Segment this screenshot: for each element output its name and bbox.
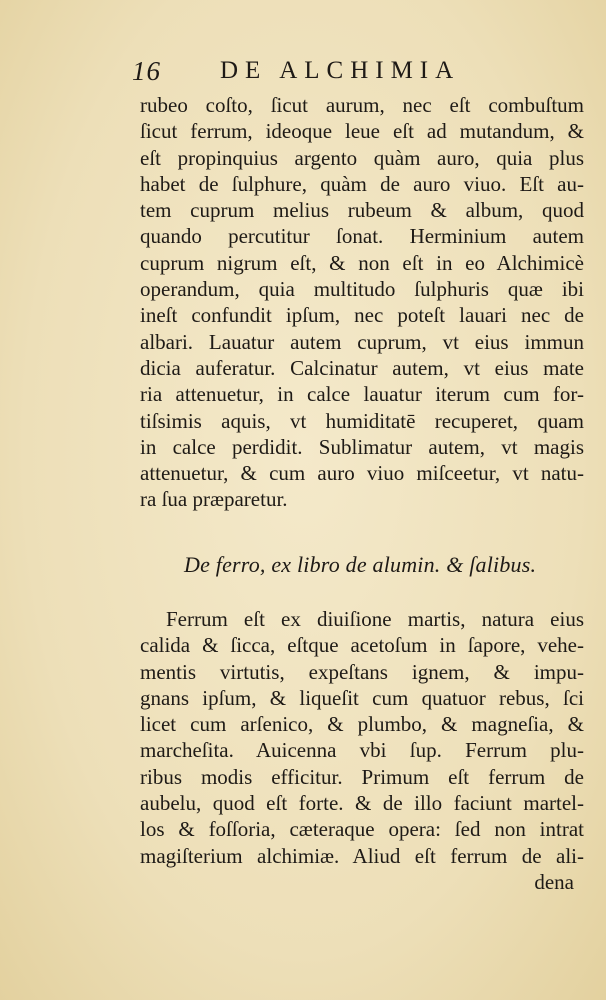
text-line: ra ſua præparetur. xyxy=(140,487,288,512)
text-line: aubelu, quod eſt forte. & de illo faciunt martel- xyxy=(140,791,584,816)
text-line: tiſsimis aquis, vt humiditatē recuperet, quam xyxy=(140,408,584,433)
paragraph-iron xyxy=(140,606,584,895)
text-line: mentis virtutis, expeſtans ignem, & impu- xyxy=(140,659,584,684)
text-line: calida & ſicca, eſtque acetoſum in ſapore, vehe- xyxy=(140,633,584,658)
text-line: in calce perdidit. Sublimatur autem, vt magis xyxy=(140,434,584,459)
text-line: albari. Lauatur autem cuprum, vt eius immun xyxy=(140,329,584,354)
text-line: ineſt confundit ipſum, nec poteſt lauari nec de xyxy=(140,303,584,328)
running-title: DE ALCHIMIA xyxy=(220,57,461,84)
text-line: ribus modis efficitur. Primum eſt ferrum de xyxy=(140,764,584,789)
text-line: dicia auferatur. Calcinatur autem, vt eius mate xyxy=(140,355,584,380)
page-number: 16 xyxy=(132,56,161,86)
text-line: ſicut ferrum, ideoque leue eſt ad mutandum, & xyxy=(140,119,584,144)
text-line: cuprum nigrum eſt, & non eſt in eo Alchimicè xyxy=(140,250,584,275)
text-line: marcheſita. Auicenna vbi ſup. Ferrum plu- xyxy=(140,738,584,763)
text-line: Ferrum eſt ex diuiſione martis, natura eius xyxy=(166,607,584,631)
text-line: magiſterium alchimiæ. Aliud eſt ferrum de ali- xyxy=(140,843,584,868)
text-line: rubeo coſto, ſicut aurum, nec eſt combuſtum xyxy=(140,93,584,117)
catchword: dena xyxy=(534,869,574,894)
text-line: los & foſſoria, cæteraque opera: ſed non intrat xyxy=(140,817,584,842)
text-line: ria attenuetur, in calce lauatur iterum cum for- xyxy=(140,382,584,407)
text-line: gnans ipſum, & liqueſit cum quatuor rebus, ſci xyxy=(140,685,584,710)
text-line: tem cuprum melius rubeum & album, quod xyxy=(140,198,584,223)
text-line: licet cum arſenico, & plumbo, & magneſia, & xyxy=(140,712,584,737)
text-line: attenuetur, & cum auro viuo miſceetur, vt natu- xyxy=(140,461,584,486)
page-header xyxy=(132,56,582,92)
text-line: eſt propinquius argento quàm auro, quia plus xyxy=(140,145,584,170)
text-line: habet de ſulphure, quàm de auro viuo. Eſt au- xyxy=(140,171,584,196)
text-line: quando percutitur ſonat. Herminium autem xyxy=(140,224,584,249)
paragraph-copper xyxy=(140,92,584,513)
section-heading: De ferro, ex libro de alumin. & ſalibus. xyxy=(184,552,537,577)
text-line: operandum, quia multitudo ſulphuris quæ ibi xyxy=(140,277,584,302)
